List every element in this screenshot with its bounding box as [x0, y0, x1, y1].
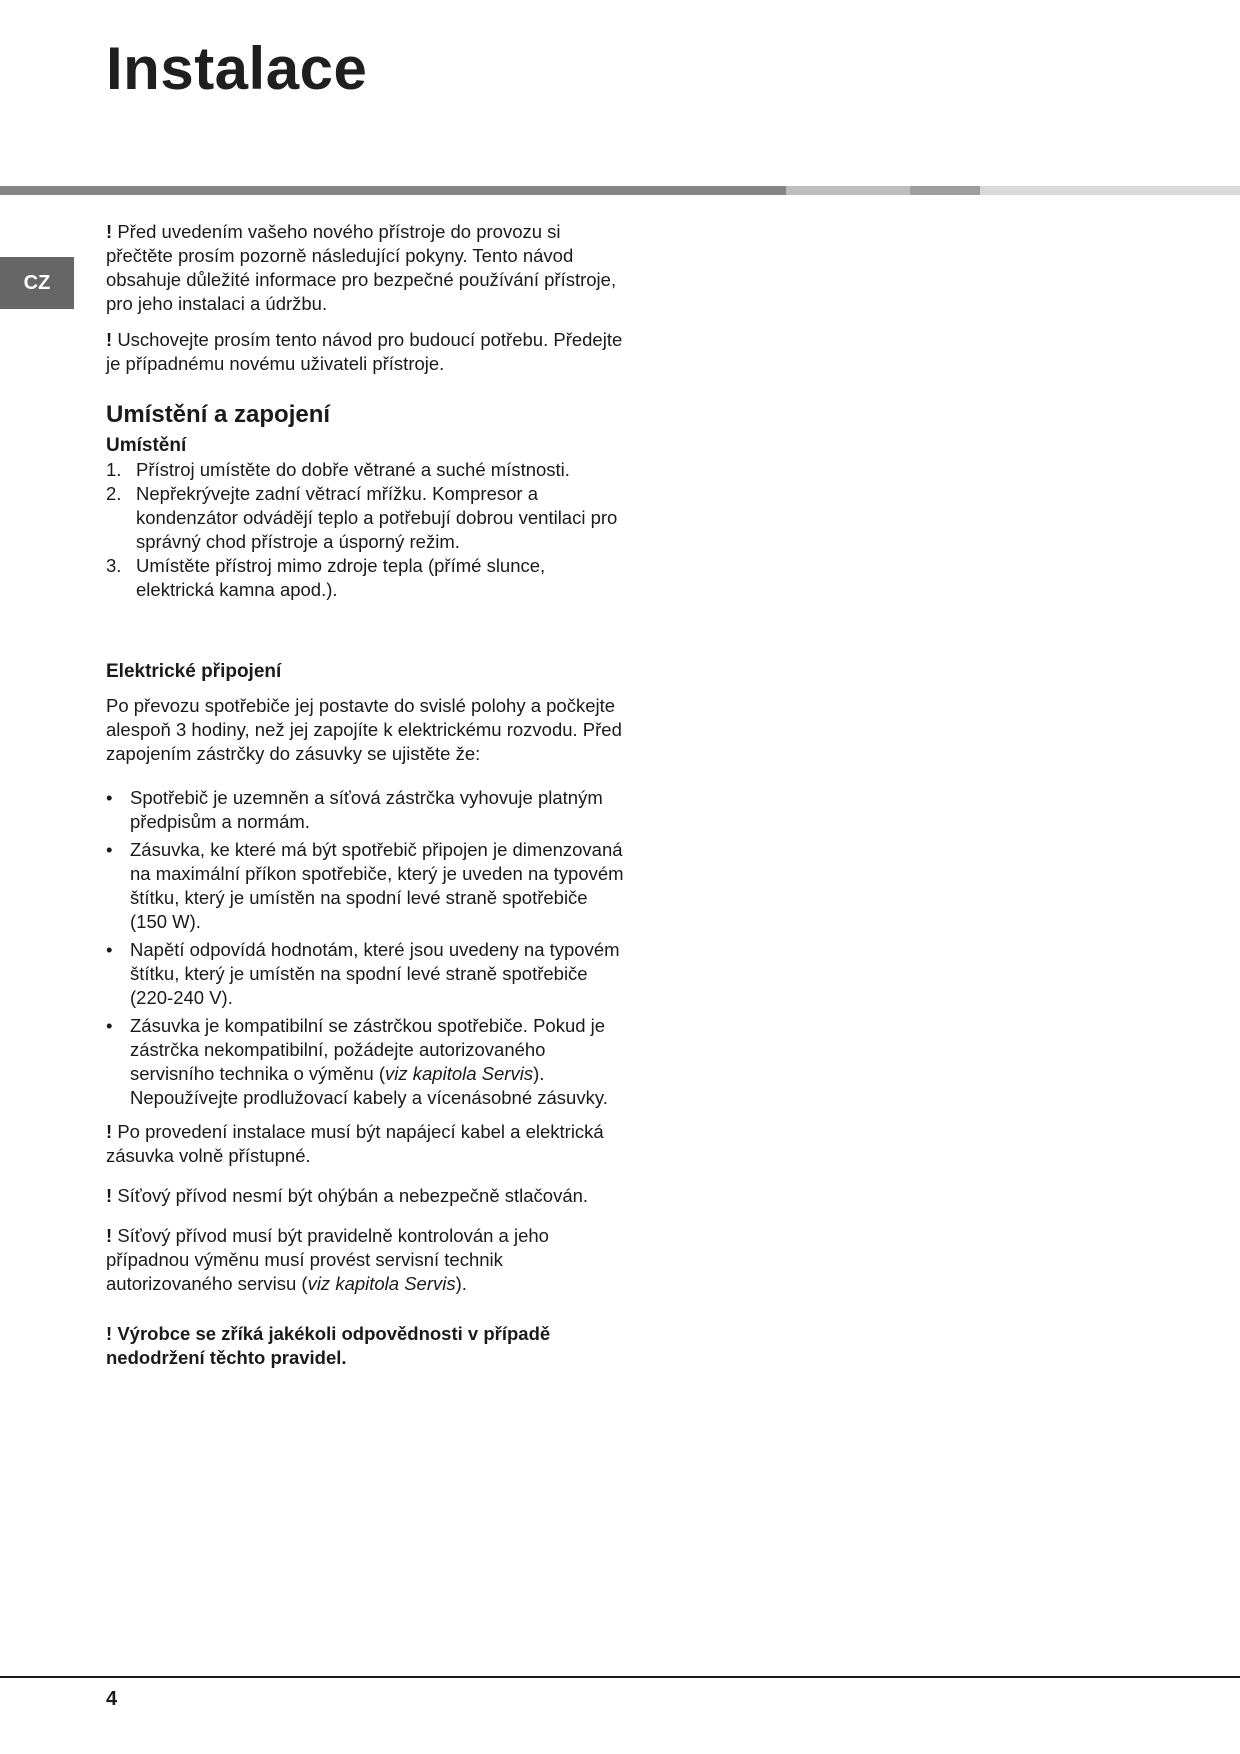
placement-heading: Umístění [106, 435, 187, 456]
header-rule-pale [980, 186, 1240, 195]
list-item [106, 1014, 626, 1110]
list-item-text: Nepřekrývejte zadní větrací mřížku. Kompresor a kondenzátor odvádějí teplo a potřebují dobrou ventilaci pro správný chod přístroje a úsporný režim. [136, 483, 618, 552]
bullet-icon: • [106, 939, 113, 960]
exclamation-icon: ! [106, 329, 113, 350]
list-number: 3. [106, 555, 122, 576]
placement-list [106, 458, 626, 602]
list-item-text-start: Zásuvka je kompatibilní se zástrčkou spotřebiče. Pokud je zástrčka nekompatibilní, požádejte autorizovaného servisního technika o výměnu ( [130, 1015, 606, 1084]
page-title: Instalace [106, 35, 368, 102]
electrical-note-2 [106, 1184, 626, 1208]
main-content [106, 220, 626, 1370]
header-rule-light [786, 186, 910, 195]
footer-rule [0, 1676, 1240, 1678]
electrical-note-1 [106, 1120, 626, 1168]
intro-note-text: Uschovejte prosím tento návod pro budoucí potřebu. Předejte je případnému novému uživateli přístroje. [106, 329, 623, 374]
bullet-icon: • [106, 839, 113, 860]
note-text: Síťový přívod nesmí být ohýbán a nebezpečně stlačován. [117, 1185, 589, 1206]
list-item-text: Zásuvka, ke které má být spotřebič připojen je dimenzovaná na maximální příkon spotřebiče, který je uveden na typovém štítku, který je umístěn na spodní levé straně spotřebiče (150 W). [130, 839, 624, 932]
exclamation-icon: ! [106, 221, 113, 242]
bullet-icon: • [106, 1015, 113, 1036]
language-tab: CZ [0, 257, 74, 309]
note-text-end: ). [455, 1273, 467, 1294]
list-item-text: Přístroj umístěte do dobře větrané a suché místnosti. [136, 459, 570, 480]
section-heading: Umístění a zapojení [106, 401, 331, 428]
list-item-reference: viz kapitola Servis [385, 1063, 534, 1084]
header-rule-mid [910, 186, 980, 195]
list-item-text: Umístěte přístroj mimo zdroje tepla (přímé slunce, elektrická kamna apod.). [136, 555, 546, 600]
warning-text: Výrobce se zříká jakékoli odpovědnosti v případě nedodržení těchto pravidel. [106, 1323, 551, 1368]
note-text-start: Síťový přívod musí být pravidelně kontrolován a jeho případnou výměnu musí provést servisní technik autorizovaného servisu ( [106, 1225, 549, 1294]
note-reference: viz kapitola Servis [307, 1273, 456, 1294]
list-item [106, 838, 626, 934]
note-text: Po provedení instalace musí být napájecí kabel a elektrická zásuvka volně přístupné. [106, 1121, 604, 1166]
intro-note-1 [106, 220, 626, 316]
list-item [106, 938, 626, 1010]
list-item [106, 482, 626, 554]
bullet-icon: • [106, 787, 113, 808]
exclamation-icon: ! [106, 1323, 113, 1344]
intro-note-2 [106, 328, 626, 376]
exclamation-icon: ! [106, 1225, 113, 1246]
page-number: 4 [106, 1688, 118, 1710]
list-item-text: Spotřebič je uzemněn a síťová zástrčka vyhovuje platným předpisům a normám. [130, 787, 603, 832]
liability-warning [106, 1322, 626, 1370]
list-item-text: Napětí odpovídá hodnotám, které jsou uvedeny na typovém štítku, který je umístěn na spodní levé straně spotřebiče (220-240 V). [130, 939, 620, 1008]
list-number: 2. [106, 483, 122, 504]
electrical-bullet-list [106, 786, 626, 1110]
exclamation-icon: ! [106, 1121, 113, 1142]
electrical-note-3 [106, 1224, 626, 1296]
electrical-heading: Elektrické připojení [106, 661, 282, 682]
electrical-intro: Po převozu spotřebiče jej postavte do svislé polohy a počkejte alespoň 3 hodiny, než jej zapojíte k elektrickému rozvodu. Před zapojením zástrčky do zásuvky se ujistěte že: [106, 695, 622, 764]
list-item-text-end: ). Nepoužívejte prodlužovací kabely a vícenásobné zásuvky. [130, 1063, 608, 1108]
intro-note-text: Před uvedením vašeho nového přístroje do provozu si přečtěte prosím pozorně následující pokyny. Tento návod obsahuje důležité informace pro bezpečné používání přístroje, pro jeho instalaci a údržbu. [106, 221, 617, 314]
list-item [106, 554, 626, 602]
exclamation-icon: ! [106, 1185, 113, 1206]
list-item [106, 458, 626, 482]
list-item [106, 786, 626, 834]
header-rule-dark [0, 186, 786, 195]
list-number: 1. [106, 459, 122, 480]
